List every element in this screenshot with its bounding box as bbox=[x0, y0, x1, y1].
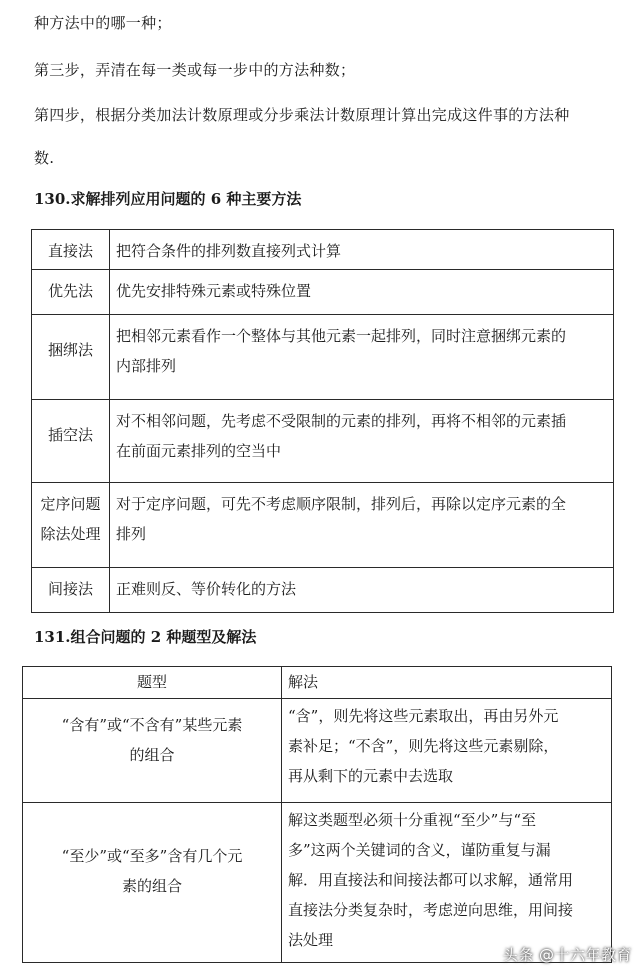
method-description-line: 在前面元素排列的空当中 bbox=[116, 442, 282, 460]
section-131-heading: 131.组合问题的 2 种题型及解法 bbox=[34, 628, 257, 646]
combination-types-table bbox=[22, 666, 612, 963]
table-row bbox=[32, 483, 614, 568]
solution-line: 解这类题型必须十分重视“至少”与“至 bbox=[288, 811, 537, 829]
intro-line-3: 第四步，根据分类加法计数原理或分步乘法计数原理计算出完成这件事的方法种 bbox=[34, 106, 570, 124]
method-name-line: 定序问题 bbox=[40, 495, 101, 513]
solution-line: 直接法分类复杂时，考虑逆向思维，用间接 bbox=[288, 901, 574, 919]
solution-line: 素补足；“不含”，则先将这些元素剔除， bbox=[288, 737, 559, 755]
solution-line: 法处理 bbox=[288, 931, 334, 949]
method-description-line: 对于定序问题，可先不考虑顺序限制，排列后，再除以定序元素的全 bbox=[116, 495, 567, 513]
method-description: 优先安排特殊元素或特殊位置 bbox=[116, 282, 312, 300]
intro-line-1: 种方法中的哪一种； bbox=[34, 14, 172, 32]
intro-line-4: 数. bbox=[34, 149, 55, 167]
problem-type-line: 素的组合 bbox=[121, 877, 182, 895]
method-description: 正难则反、等价转化的方法 bbox=[116, 580, 297, 598]
method-description-line: 排列 bbox=[116, 525, 147, 543]
solution-line: 解．用直接法和间接法都可以求解，通常用 bbox=[288, 871, 574, 889]
table-row bbox=[32, 230, 614, 270]
column-header-solution: 解法 bbox=[288, 673, 319, 691]
table-row bbox=[32, 270, 614, 315]
intro-line-2: 第三步，弄清在每一类或每一步中的方法种数； bbox=[34, 61, 356, 79]
method-description-line: 把相邻元素看作一个整体与其他元素一起排列，同时注意捆绑元素的 bbox=[116, 327, 567, 345]
table-header-row bbox=[23, 667, 612, 699]
problem-type-line: “含有”或“不含有”某些元素 bbox=[61, 716, 243, 734]
method-name-line: 除法处理 bbox=[40, 525, 101, 543]
table-row bbox=[32, 315, 614, 400]
solution-line: “含”，则先将这些元素取出，再由另外元 bbox=[288, 707, 559, 725]
solution-line: 多”这两个关键词的含义，谨防重复与漏 bbox=[288, 841, 551, 859]
method-description: 把符合条件的排列数直接列式计算 bbox=[116, 242, 342, 260]
permutation-methods-table bbox=[31, 229, 614, 613]
problem-type-line: 的组合 bbox=[129, 746, 175, 764]
method-name: 捆绑法 bbox=[47, 341, 93, 359]
table-row bbox=[32, 568, 614, 613]
source-watermark: 头条 @十六年教育 bbox=[502, 946, 632, 964]
method-name: 间接法 bbox=[47, 580, 93, 598]
table-row bbox=[23, 699, 612, 803]
problem-type-line: “至少”或“至多”含有几个元 bbox=[61, 847, 243, 865]
method-name: 插空法 bbox=[47, 426, 93, 444]
method-name: 优先法 bbox=[47, 282, 93, 300]
method-name: 直接法 bbox=[47, 242, 93, 260]
method-description-line: 内部排列 bbox=[116, 357, 177, 375]
table-row bbox=[32, 400, 614, 483]
column-header-type: 题型 bbox=[136, 673, 167, 691]
section-130-heading: 130.求解排列应用问题的 6 种主要方法 bbox=[34, 190, 302, 208]
table-row bbox=[23, 803, 612, 963]
method-description-line: 对不相邻问题，先考虑不受限制的元素的排列，再将不相邻的元素插 bbox=[116, 412, 567, 430]
solution-line: 再从剩下的元素中去选取 bbox=[288, 767, 454, 785]
